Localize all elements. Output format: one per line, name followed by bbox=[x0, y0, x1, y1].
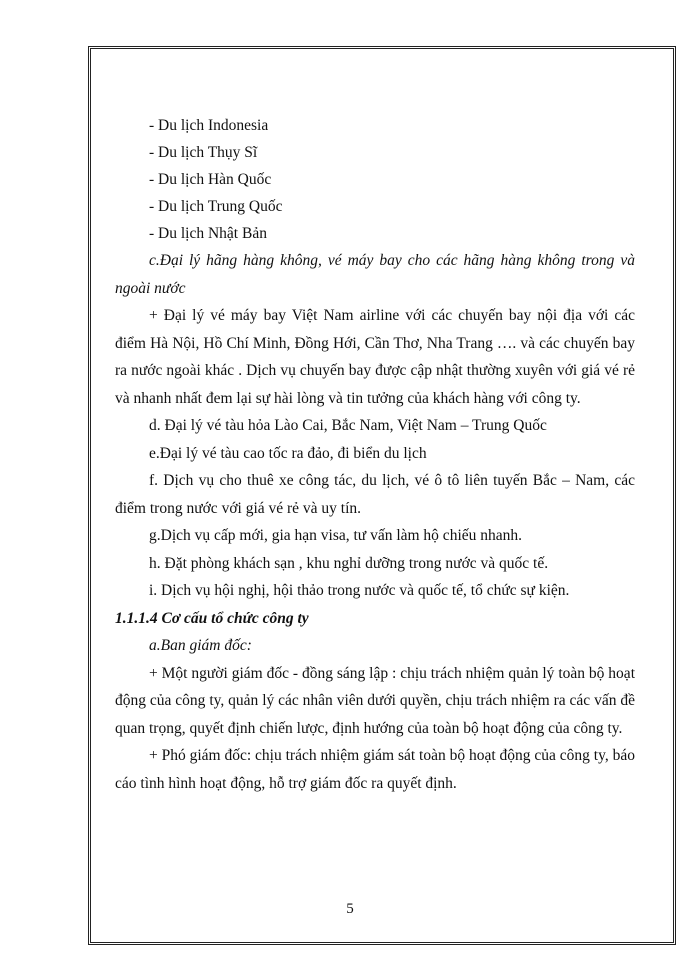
paragraph-vice-director: + Phó giám đốc: chịu trách nhiệm giám sát toàn bộ hoạt động của công ty, báo cáo tình hình hoạt động, hỗ trợ giám đốc ra quyết định. bbox=[115, 747, 635, 792]
list-item-japan: - Du lịch Nhật Bản bbox=[149, 225, 267, 242]
item-f-car-rental: f. Dịch vụ cho thuê xe công tác, du lịch, vé ô tô liên tuyến Bắc – Nam, các điểm trong nước với giá vé rẻ và uy tín. bbox=[115, 472, 635, 517]
section-title: 1.1.1.4 Cơ cấu tổ chức công ty bbox=[115, 609, 309, 627]
item-h-hotel-booking: h. Đặt phòng khách sạn , khu nghỉ dưỡng trong nước và quốc tế. bbox=[149, 554, 549, 572]
list-item-china: - Du lịch Trung Quốc bbox=[149, 198, 283, 215]
item-g-visa-service: g.Dịch vụ cấp mới, gia hạn visa, tư vấn làm hộ chiếu nhanh. bbox=[149, 527, 523, 544]
page-content bbox=[115, 112, 635, 797]
item-d-train-tickets: d. Đại lý vé tàu hỏa Lào Cai, Bắc Nam, Việt Nam – Trung Quốc bbox=[149, 417, 547, 434]
list-item-indonesia: - Du lịch Indonesia bbox=[149, 117, 269, 134]
paragraph-director: + Một người giám đốc - đồng sáng lập : chịu trách nhiệm quản lý toàn bộ hoạt động của công ty, quản lý các nhân viên dưới quyền, chịu trách nhiệm ra các vấn đề quan trọng, quyết định chiến lược, định hướng của toàn bộ hoạt động của công ty. bbox=[115, 664, 635, 737]
subsection-a-heading: a.Ban giám đốc: bbox=[149, 637, 252, 654]
list-item-korea: - Du lịch Hàn Quốc bbox=[149, 171, 272, 188]
item-i-conference-service: i. Dịch vụ hội nghị, hội thảo trong nước và quốc tế, tổ chức sự kiện. bbox=[149, 582, 570, 599]
list-item-switzerland: - Du lịch Thụy Sĩ bbox=[149, 144, 258, 161]
section-c-heading: c.Đại lý hãng hàng không, vé máy bay cho các hãng hàng không trong và ngoài nước bbox=[115, 252, 635, 297]
section-c-body: + Đại lý vé máy bay Việt Nam airline với các chuyến bay nội địa với các điểm Hà Nội, Hồ Chí Minh, Đồng Hới, Cần Thơ, Nha Trang …. và các chuyến bay ra nước ngoài khác . Dịch vụ chuyến bay được cập nhật thường xuyên với giá vé rẻ và nhanh nhất đem lại sự hài lòng và tin tưởng của khách hàng với công ty. bbox=[115, 307, 635, 407]
item-e-speedboat-tickets: e.Đại lý vé tàu cao tốc ra đảo, đi biển du lịch bbox=[149, 444, 427, 462]
page-number: 5 bbox=[346, 901, 354, 917]
